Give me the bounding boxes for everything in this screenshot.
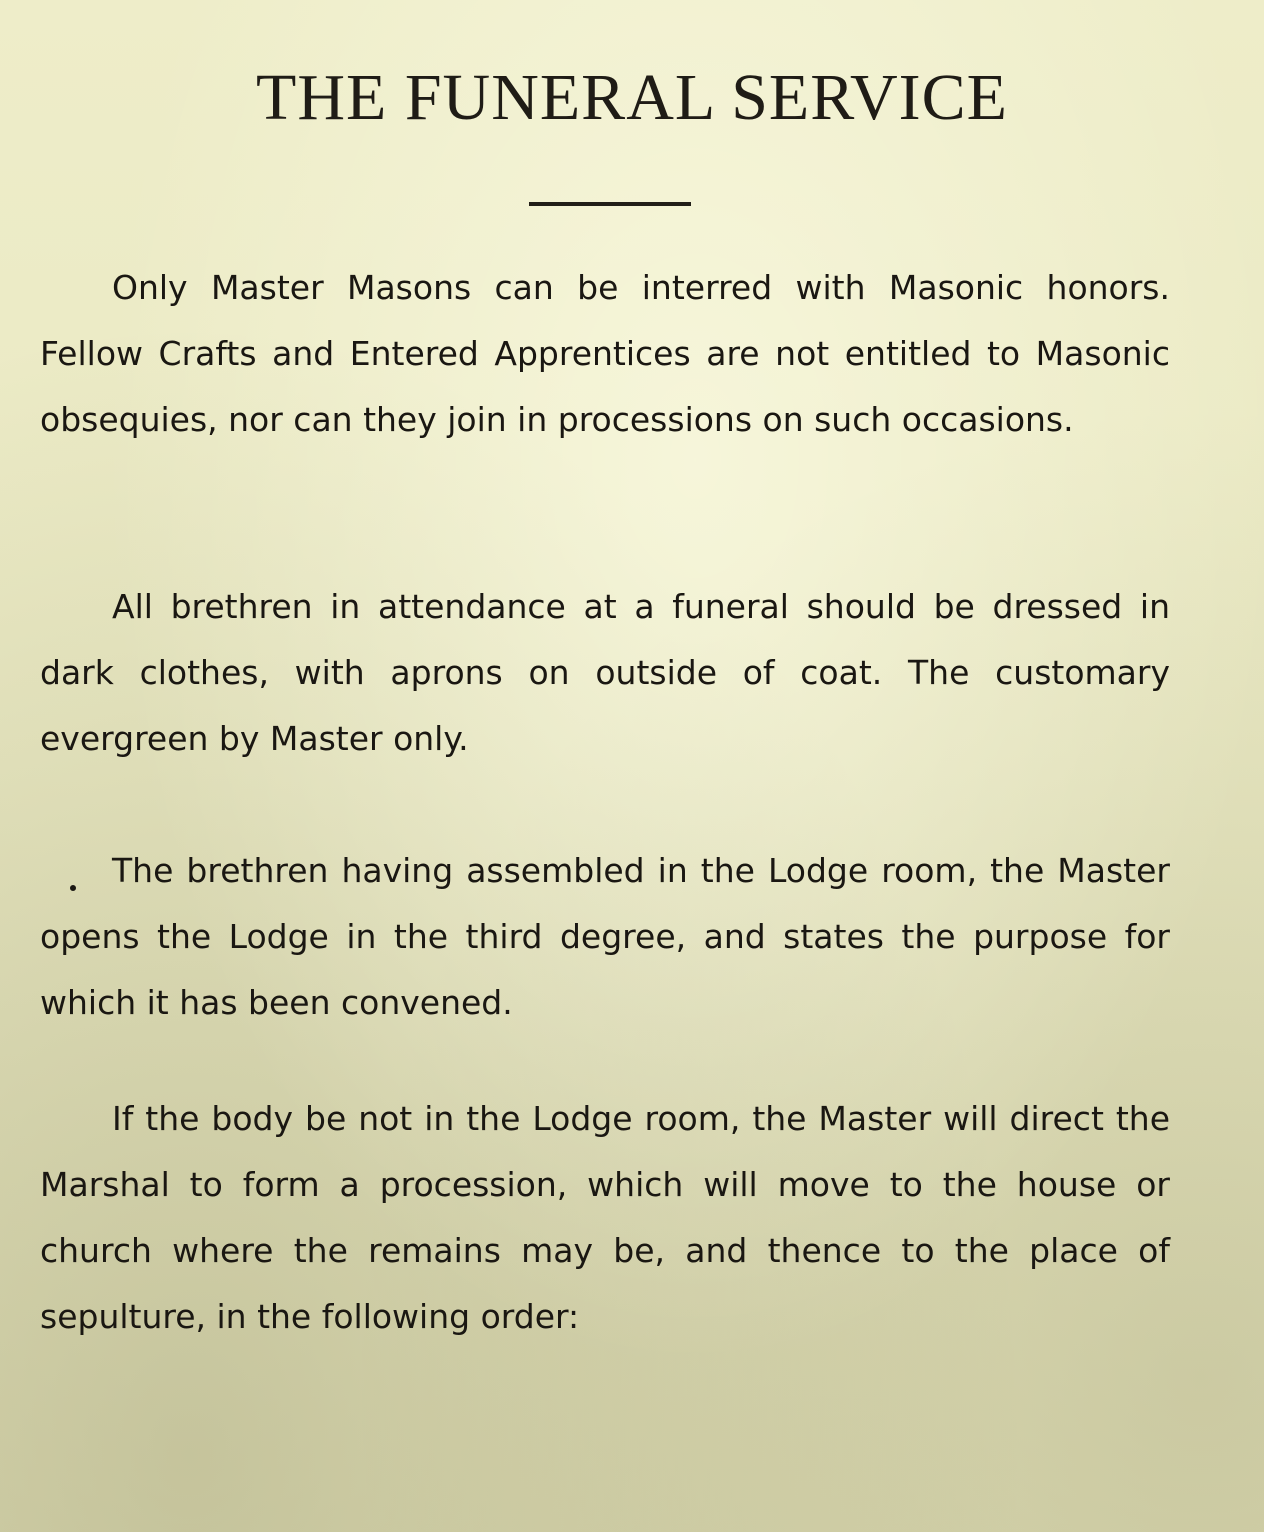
paragraph-2: [40, 574, 1170, 772]
paragraph-3: [40, 838, 1170, 1036]
title-divider: [529, 202, 691, 206]
paragraph-4-text: If the body be not in the Lodge room, the Master will direct the Marshal to form a procession, which will move to the house or church where the remains may be, and thence to the place of sepulture, in the following order:: [40, 1099, 1170, 1336]
paragraph-3-text: The brethren having assembled in the Lodge room, the Master opens the Lodge in the third degree, and states the purpose for which it has been convened.: [40, 851, 1170, 1022]
paragraph-2-text: All brethren in attendance at a funeral should be dressed in dark clothes, with aprons on outside of coat. The customary evergreen by Master only.: [40, 587, 1170, 758]
paragraph-4: [40, 1086, 1170, 1350]
page-title: THE FUNERAL SERVICE: [256, 61, 1008, 134]
paragraph-1: [40, 255, 1170, 453]
paragraph-1-text: Only Master Masons can be interred with Masonic honors. Fellow Crafts and Entered Apprentices are not entitled to Masonic obsequies, nor can they join in processions on such occasions.: [40, 268, 1170, 439]
